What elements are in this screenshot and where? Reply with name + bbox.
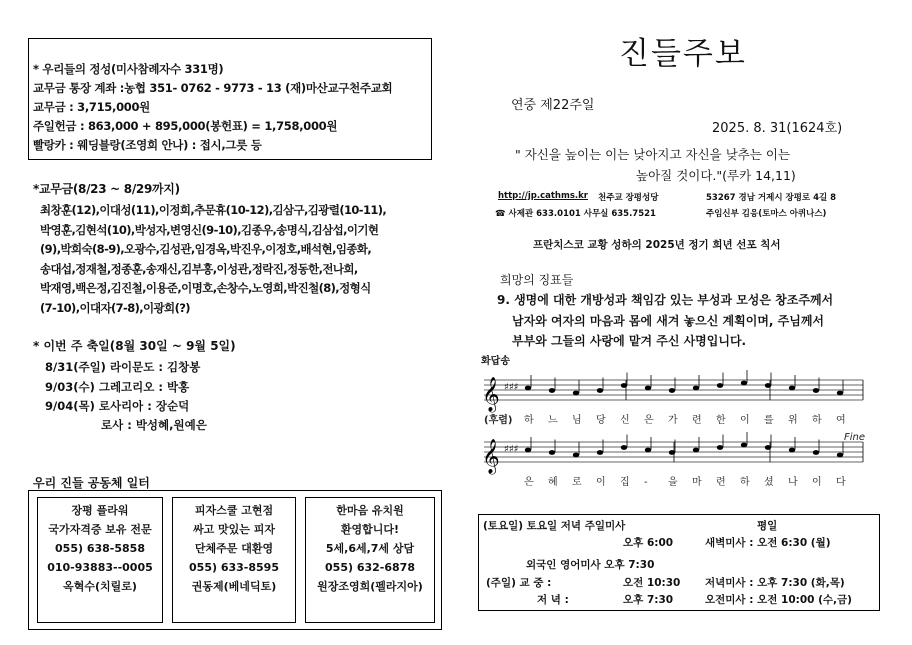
lyric-syllable: 로 — [572, 477, 582, 488]
refrain-label: (후렴) — [484, 415, 513, 426]
treble-clef-icon: 𝄞 — [482, 439, 500, 474]
lyric-syllable: 이 — [812, 477, 822, 488]
note-head — [621, 445, 627, 450]
fine-marker: Fine — [844, 432, 866, 443]
gyomugeum-heading: *교무금(8/23 ~ 8/29까지) — [33, 182, 180, 196]
ad-line: 055) 633-8595 — [189, 561, 279, 574]
note-head — [717, 445, 723, 450]
names-line: (7-10),이대자(7-8),이광희(?) — [40, 300, 190, 315]
parish-address: 53267 경남 거제시 장평로 4길 8 — [706, 193, 837, 203]
note-head — [741, 381, 747, 386]
lyric-syllable: 한 — [716, 415, 726, 426]
note-head — [549, 450, 555, 455]
ad-line: 환영합니다! — [340, 523, 400, 536]
feast-item: 9/03(수) 그레고리오 : 박홍 — [45, 380, 190, 394]
offering-title: * 우리들의 정성(미사참례자수 331명) — [33, 62, 224, 76]
lyric-syllable: 하 — [740, 477, 750, 488]
note-head — [717, 383, 723, 388]
lyric-syllable: 가 — [668, 415, 678, 426]
lyric-syllable: 은 — [644, 415, 654, 426]
issue-date: 2025. 8. 31(1624호) — [712, 121, 843, 136]
lyric-syllable: 위 — [788, 415, 798, 426]
schedule-saturday: (토요일) 토요일 저녁 주일미사 — [483, 520, 626, 532]
note-head — [741, 443, 747, 448]
ad-line: 단체주문 대환영 — [194, 542, 274, 555]
lyric-syllable: 나 — [788, 477, 798, 488]
message-line: 부부와 그들의 사랑에 맡겨 주신 사명입니다. — [512, 334, 747, 348]
lyric-syllable: 님 — [572, 415, 582, 426]
ad-line: 장평 플라워 — [71, 504, 129, 517]
lyric-syllable: 련 — [716, 477, 726, 488]
note-head — [525, 386, 531, 391]
lyric-syllable: 느 — [548, 415, 558, 426]
ad-line: 옥혁수(치릴로) — [63, 580, 137, 593]
parish-phone: ☎ 사제관 633.0101 사무실 635.7521 — [495, 209, 656, 219]
parish-priest: 주임신부 김응(토마스 아퀴나스) — [706, 209, 827, 219]
ad-line: 원장조영희(펠라지아) — [317, 580, 423, 593]
schedule-evening-mass: 저녁미사 : 오후 7:30 (화,목) — [705, 577, 845, 589]
lyric-syllable: 은 — [524, 477, 534, 488]
lyric-syllable: 련 — [692, 415, 702, 426]
lyric-syllable: 하 — [812, 415, 822, 426]
feast-item: 8/31(주일) 라이문도 : 김창봉 — [45, 360, 201, 374]
names-line: 박영훈,김현석(10),박성자,변영신(9-10),김종우,송명식,김삼섭,이기현 — [40, 222, 379, 237]
schedule-morning-mass: 오전미사 : 오전 10:00 (수,금) — [705, 594, 852, 606]
lyric-syllable: 이 — [596, 477, 606, 488]
lyric-syllable: 당 — [596, 415, 606, 426]
note-head — [645, 386, 651, 391]
ad-kindergarten — [305, 497, 435, 623]
lyric-syllable: 집 — [620, 477, 630, 488]
lyric-syllable: - — [644, 477, 648, 488]
note-head — [597, 388, 603, 393]
schedule-weekday-label: 평일 — [757, 520, 778, 532]
schedule-sunday-evening: 저 녁 : — [537, 594, 569, 606]
schedule-saturday-time: 오후 6:00 — [623, 537, 674, 549]
quote-line-1: " 자신을 높이는 이는 낮아지고 자신을 낮추는 이는 — [515, 147, 791, 162]
liturgical-sunday: 연중 제22주일 — [511, 98, 595, 113]
ad-line: 피자스쿨 고현점 — [194, 504, 274, 517]
names-line: (9),박희숙(8-9),오광수,김성관,임경옥,박진우,이정호,배석현,임종화, — [40, 242, 372, 256]
bulletin-title: 진들주보 — [619, 36, 747, 72]
ad-line: 055) 638-5858 — [55, 542, 145, 555]
quote-line-2: 높아질 것이다."(루카 14,11) — [636, 168, 796, 183]
psalm-label: 화답송 — [481, 356, 510, 367]
ad-line: 055) 632-6878 — [325, 561, 415, 574]
ad-line: 국가자격증 보유 전문 — [48, 523, 152, 536]
note-head — [837, 453, 843, 458]
psalm-score — [478, 368, 878, 508]
community-title: 우리 진들 공동체 일터 — [33, 476, 150, 490]
parish-url[interactable]: http://jp.cathms.kr — [498, 191, 588, 201]
lyric-syllable: 하 — [524, 415, 534, 426]
parish-name: 천주교 장평성당 — [598, 193, 659, 203]
note-head — [549, 388, 555, 393]
schedule-sunday-main-time: 오전 10:30 — [623, 577, 681, 589]
note-head — [693, 386, 699, 391]
message-line: 남자와 여자의 마음과 몸에 새겨 놓으신 계획이며, 주님께서 — [512, 314, 825, 328]
ad-line: 010-93883--0005 — [47, 561, 153, 574]
lyric-syllable: 이 — [740, 415, 750, 426]
lyric-syllable: 를 — [764, 415, 774, 426]
feast-item: 로사 : 박성혜,원예은 — [101, 418, 207, 432]
names-line: 송대섭,정재철,정종훈,송재신,김부홍,이성관,정락진,정동한,전나희, — [40, 261, 358, 276]
gyomugeum-total: 교무금 : 3,715,000원 — [33, 100, 150, 114]
lyric-syllable: 혜 — [548, 477, 558, 488]
ad-pizza — [172, 497, 296, 623]
note-head — [669, 388, 675, 393]
key-signature: ♯♯♯ — [504, 444, 519, 455]
message-subheading: 희망의 징표들 — [500, 273, 574, 287]
lyric-syllable: 신 — [620, 415, 630, 426]
sunday-offering: 주일헌금 : 863,000 + 895,000(봉헌표) = 1,758,000원 — [33, 119, 338, 133]
ad-line: 싸고 맛있는 피자 — [192, 523, 276, 536]
key-signature: ♯♯♯ — [504, 382, 519, 393]
ad-line: 한마음 유치원 — [336, 504, 404, 517]
schedule-english-mass: 외국인 영어미사 오후 7:30 — [526, 559, 655, 571]
note-head — [813, 388, 819, 393]
lyric-syllable: 여 — [836, 415, 846, 426]
lyrics-row-1 — [524, 413, 846, 426]
feast-item: 9/04(목) 로사리아 : 장순덕 — [45, 399, 190, 413]
message-line: 9. 생명에 대한 개방성과 책임감 있는 부성과 모성은 창조주께서 — [497, 293, 834, 307]
lyric-syllable: 마 — [692, 477, 702, 488]
ad-line: 권동제(베네딕토) — [191, 580, 277, 593]
note-head — [645, 448, 651, 453]
palanca: 빨랑카 : 웨딩블랑(조영희 안나) : 접시,그릇 등 — [33, 138, 262, 152]
schedule-dawn-mass: 새벽미사 : 오전 6:30 (월) — [705, 537, 831, 549]
lyrics-row-2 — [524, 475, 846, 488]
lyric-syllable: 을 — [668, 477, 678, 488]
ad-line: 5세,6세,7세 상담 — [325, 542, 415, 555]
schedule-sunday-main: (주일) 교 중 : — [486, 577, 552, 589]
gyomugeum-names — [40, 201, 440, 318]
account-info: 교무금 통장 계좌 :농협 351- 0762 - 9773 - 13 (재)마산교구천주교회 — [33, 81, 393, 95]
note-head — [789, 386, 795, 391]
names-line: 최창훈(12),이대성(11),이정희,추문휴(10-12),김삼구,김광렬(10-11), — [40, 203, 387, 217]
note-head — [525, 448, 531, 453]
note-head — [837, 391, 843, 396]
note-head — [573, 391, 579, 396]
note-head — [597, 450, 603, 455]
names-line: 박재영,백은정,김진철,이용준,이명호,손창수,노영희,박진철(8),정형식 — [40, 281, 371, 295]
treble-clef-icon: 𝄞 — [482, 377, 500, 412]
lyric-syllable: 다 — [836, 477, 846, 488]
note-head — [789, 448, 795, 453]
note-head — [693, 448, 699, 453]
message-heading: 프란치스코 교황 성하의 2025년 정기 희년 선포 칙서 — [533, 239, 781, 251]
schedule-sunday-evening-time: 오후 7:30 — [623, 594, 674, 606]
note-head — [813, 450, 819, 455]
ad-flower — [37, 497, 163, 623]
lyric-syllable: 셨 — [764, 477, 774, 488]
feast-heading: * 이번 주 축일(8월 30일 ~ 9월 5일) — [33, 339, 236, 353]
note-head — [573, 453, 579, 458]
